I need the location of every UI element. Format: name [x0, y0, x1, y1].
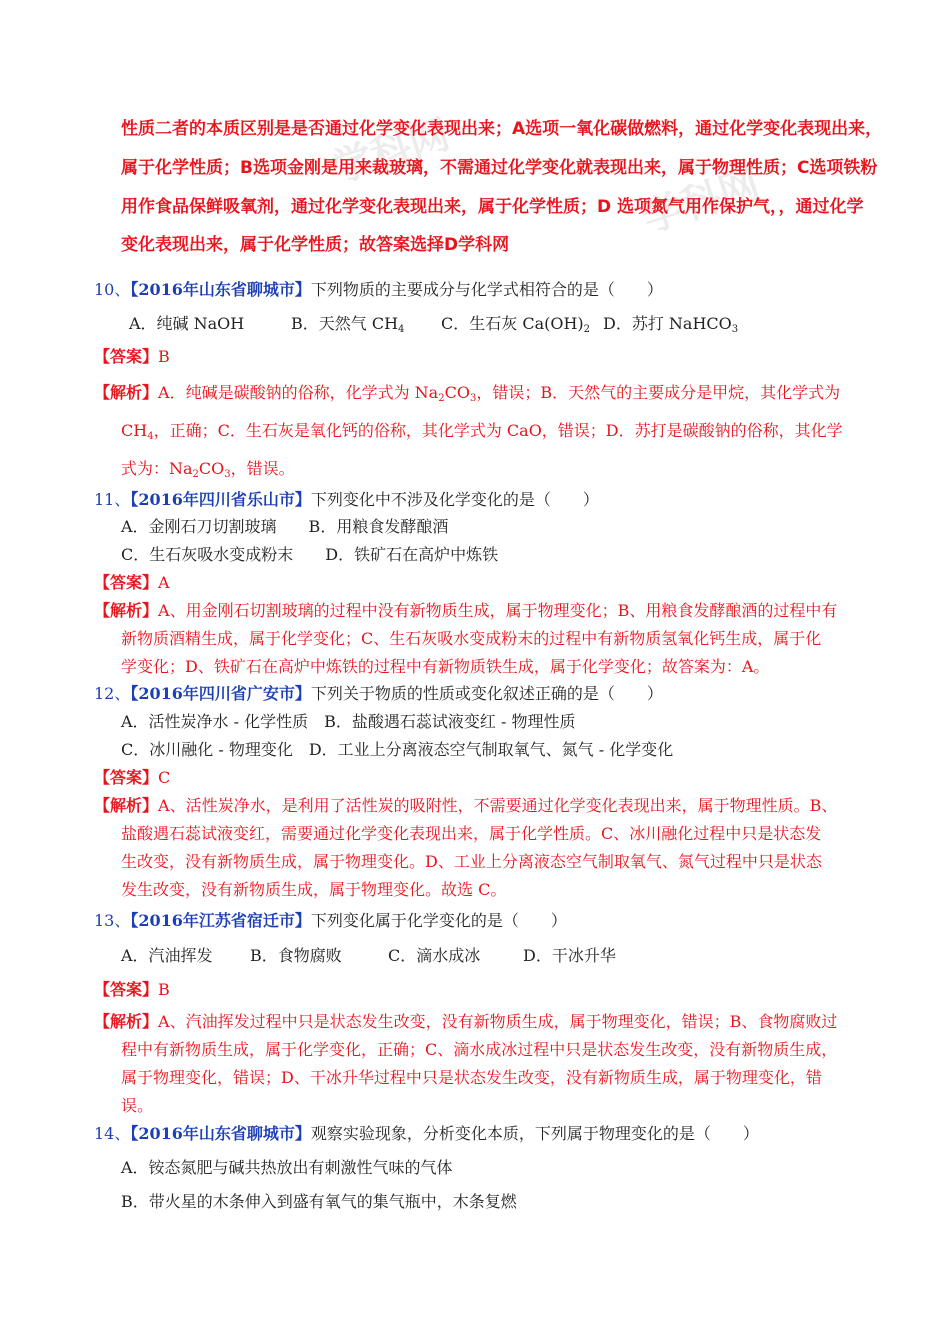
answer: 【答案】C [94, 768, 171, 787]
options-row: A．金刚石刀切割玻璃 B．用粮食发酵酿酒 [121, 517, 449, 536]
question-source: 【2016年江苏省宿迁市】 [130, 911, 311, 930]
analysis-line: 盐酸遇石蕊试液变红，需要通过化学变化表现出来，属于化学性质。C、冰川融化过程中只是状态发 [121, 824, 822, 843]
option-c: C．生石灰 $Ca(OH)_2$ [441, 314, 591, 335]
analysis-line: 【解析】A．纯碱是碳酸钠的俗称，化学式为 $Na_2CO_3$，错误；B．天然气的主要成分是甲烷，其化学式为 [94, 383, 841, 404]
question-text: 观察实验现象，分析变化本质，下列属于物理变化的是（ ） [310, 1124, 759, 1143]
options-row: C．冰川融化 - 物理变化 D．工业上分离液态空气制取氧气、氮气 - 化学变化 [121, 740, 674, 759]
analysis-line: 程中有新物质生成，属于化学变化，正确；C、滴水成冰过程中只是状态发生改变，没有新物质生成， [121, 1040, 838, 1059]
question-source: 【2016年四川省乐山市】 [130, 490, 311, 509]
analysis-line: 学变化；D、铁矿石在高炉中炼铁的过程中有新物质铁生成，属于化学变化；故答案为：A。 [121, 657, 770, 676]
question-number: 11、 [94, 490, 131, 509]
analysis-line: 属于物理变化，错误；D、干冰升华过程中只是状态发生改变，没有新物质生成，属于物理变化，错 [121, 1068, 822, 1087]
option-b: B．带火星的木条伸入到盛有氧气的集气瓶中，木条复燃 [121, 1192, 517, 1211]
watermark: 学科网 [326, 111, 456, 193]
analysis-line: 【解析】A、汽油挥发过程中只是状态发生改变，没有新物质生成，属于物理变化，错误；B、食物腐败过 [94, 1012, 838, 1031]
question-stem [94, 911, 567, 931]
question-source: 【2016年山东省聊城市】 [130, 1124, 311, 1143]
question-stem [94, 684, 663, 704]
option-a: A．纯碱 NaOH [129, 314, 245, 333]
analysis-line: 误。 [121, 1096, 154, 1115]
question-stem [94, 1124, 759, 1144]
option-d: D．干冰升华 [523, 946, 616, 965]
analysis-line: $CH_4$，正确；C．生石灰是氧化钙的俗称，其化学式为 CaO，错误；D．苏打是碳酸钠的俗称，其化学 [121, 421, 843, 442]
option-b: B．天然气 $CH_4$ [291, 314, 405, 335]
option-b: B．食物腐败 [250, 946, 342, 965]
option-d: D．苏打 NaHCO$_3$ [603, 314, 739, 335]
intro-line: 属于化学性质；B选项金刚是用来裁玻璃，不需通过化学变化就表现出来，属于物理性质；C选项铁粉 [121, 158, 878, 178]
question-number: 10、 [94, 280, 131, 299]
analysis-line: 生改变，没有新物质生成，属于物理变化。D、工业上分离液态空气制取氧气、氮气过程中只是状态 [121, 852, 822, 871]
intro-line: 变化表现出来，属于化学性质；故答案选择D学科网 [121, 235, 510, 255]
question-stem [94, 490, 599, 510]
question-text: 下列变化中不涉及化学变化的是（ ） [310, 490, 599, 509]
analysis-line: 发生改变，没有新物质生成，属于物理变化。故选 C。 [121, 880, 507, 899]
intro-line: 用作食品保鲜吸氧剂，通过化学变化表现出来，属于化学性质；D 选项氮气用作保护气，，通过化学 [121, 197, 864, 217]
intro-line: 性质二者的本质区别是是否通过化学变化表现出来；A选项一氧化碳做燃料，通过化学变化表现出来， [121, 119, 883, 139]
question-number: 14、 [94, 1124, 131, 1143]
question-number: 13、 [94, 911, 131, 930]
analysis-line: 新物质酒精生成，属于化学变化；C、生石灰吸水变成粉末的过程中有新物质氢氧化钙生成，属于化 [121, 629, 822, 648]
answer: 【答案】B [94, 347, 170, 366]
question-source: 【2016年山东省聊城市】 [130, 280, 311, 299]
answer: 【答案】A [94, 573, 170, 592]
question-source: 【2016年四川省广安市】 [130, 684, 311, 703]
option-a: A．铵态氮肥与碱共热放出有刺激性气味的气体 [121, 1158, 453, 1177]
option-c: C．滴水成冰 [388, 946, 481, 965]
question-stem [94, 280, 663, 300]
option-a: A．汽油挥发 [121, 946, 213, 965]
question-text: 下列变化属于化学变化的是（ ） [310, 911, 567, 930]
answer: 【答案】B [94, 980, 170, 999]
watermark: 学科网 [636, 161, 766, 243]
question-number: 12、 [94, 684, 131, 703]
question-text: 下列物质的主要成分与化学式相符合的是（ ） [310, 280, 663, 299]
analysis-line: 式为：$Na_2CO_3$，错误。 [121, 459, 295, 480]
options-row: A．活性炭净水 - 化学性质 B．盐酸遇石蕊试液变红 - 物理性质 [121, 712, 576, 731]
options-row: C．生石灰吸水变成粉末 D．铁矿石在高炉中炼铁 [121, 545, 499, 564]
analysis-line: 【解析】A、用金刚石切割玻璃的过程中没有新物质生成，属于物理变化；B、用粮食发酵酿酒的过程中有 [94, 601, 838, 620]
question-text: 下列关于物质的性质或变化叙述正确的是（ ） [310, 684, 663, 703]
analysis-line: 【解析】A、活性炭净水，是利用了活性炭的吸附性，不需要通过化学变化表现出来，属于物理性质。B、 [94, 796, 838, 815]
